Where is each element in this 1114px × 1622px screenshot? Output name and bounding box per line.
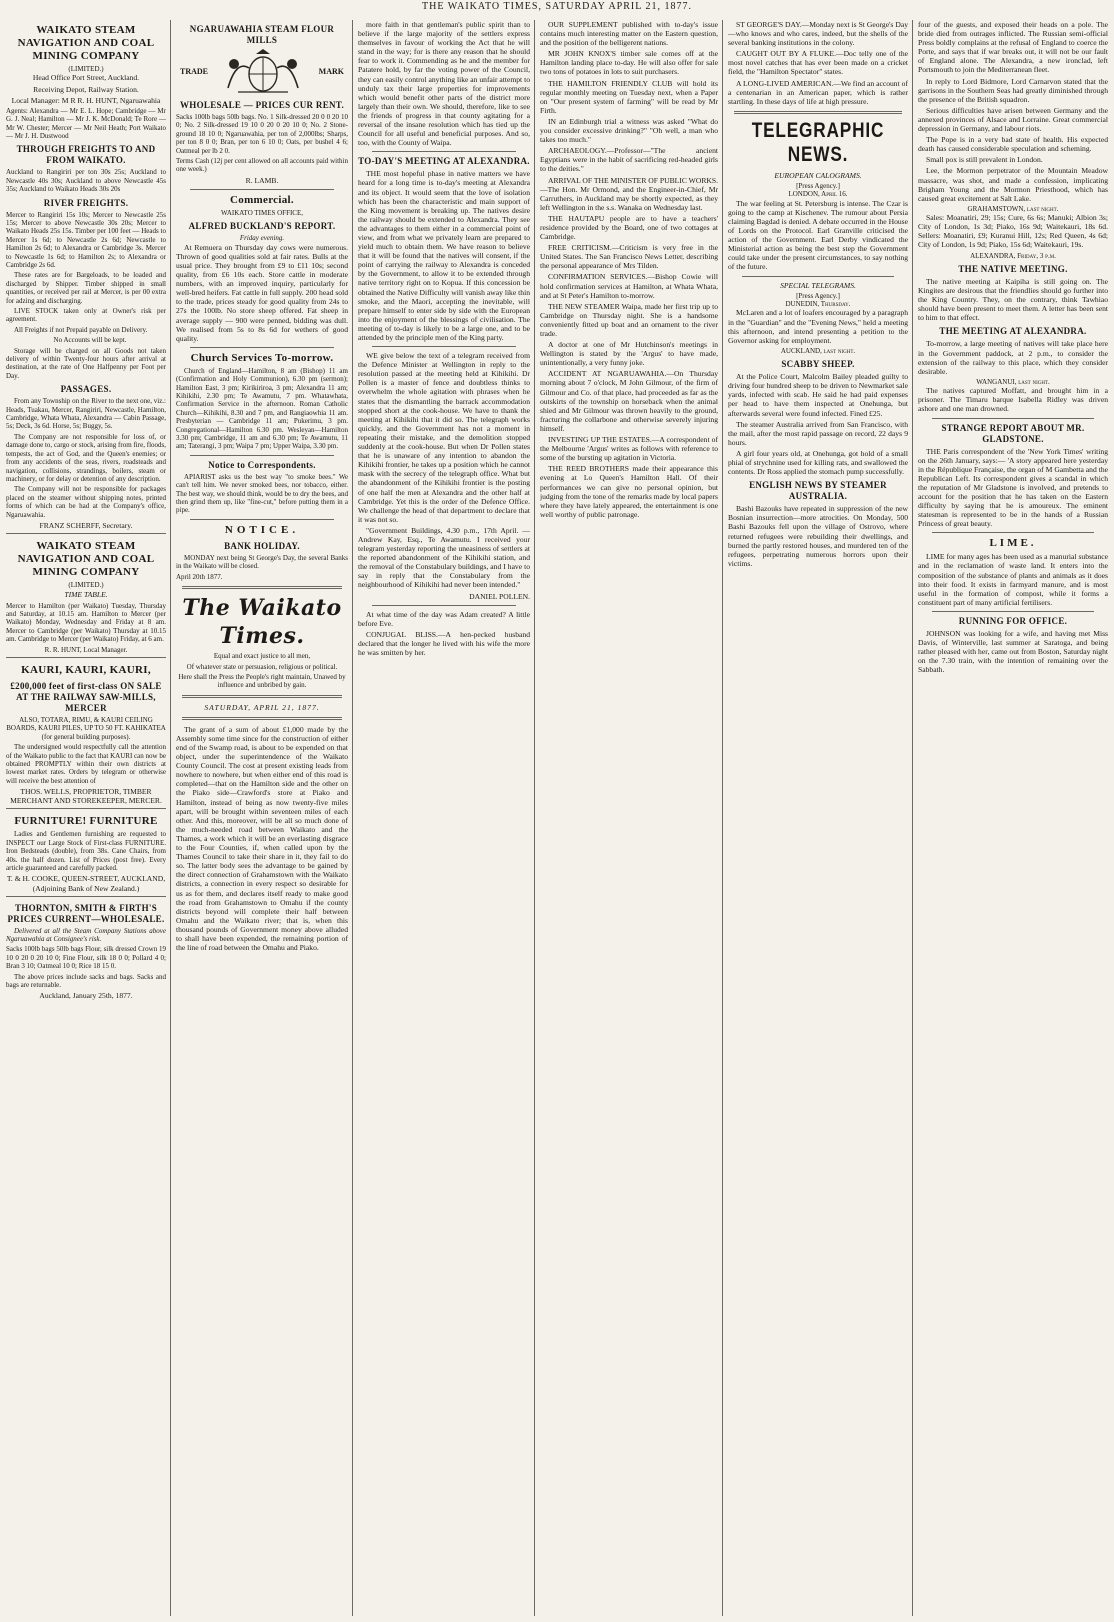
minister-arrival: ARRIVAL OF THE MINISTER OF PUBLIC WORKS.—The Hon. Mr Ormond, and the Engineer-in-Chief, Mr Carruthers, in Auckland may be shortly expected, as they left Wellington in the s.s. Wanaka on Wednesday last.	[540, 175, 718, 212]
notice-sub: BANK HOLIDAY.	[224, 540, 300, 551]
auckland-dateline: AUCKLAND, last night.	[780, 346, 856, 355]
steam-ad-limited: (LIMITED.)	[68, 65, 104, 73]
price-ad	[6, 896, 166, 1001]
smallpox-note: Small pox is still prevalent in London.	[926, 155, 1043, 165]
hautapu-note: THE HAUTAPU people are to have a teachers' residence provided by the Board, one of two cottages at Cambridge.	[540, 213, 718, 242]
native-meeting-title: THE NATIVE MEETING.	[958, 263, 1068, 274]
defence-article: WE give below the text of a telegram received from the Defence Minister at Wellington in reply to the resolution passed at the meeting held at Kihikihi. Dr Pollen is a master of fence and doubtless thinks to overwhelm the whole agitation with phrases when he states that the dismantling the barrack accommodation stopped short at the cook-house. We have to thank the meeting at Kihikihi that it did so. The telegraph works quickly, and the Government has not a moment in repeating their mistake, and the demolition stopped suddenly at the cook-house. But when Dr Pollen states that he is unaware of any intention to abandon the Kihikihi frontier, he takes up a position which he cannot mask with the secrecy of the telegraph office. What but the abandonment of the Kihikihi frontier is the posting of one half the men at Alexandra and the other half at Cambridge. Yet this is the order of the Defence Office. We challenge the head of that department to declare that it was not so.	[358, 351, 530, 524]
divider	[182, 717, 342, 720]
column-6	[918, 20, 1108, 1616]
london-dateline: LONDON, April 16.	[788, 190, 848, 199]
wanganui-text: The natives captured Moffatt, and brought him in a prisoner. The Timaru barque Isabella Ridley was driven ashore and one man drowned.	[918, 386, 1108, 414]
correspondents-title: Notice to Correspondents.	[208, 459, 316, 470]
kauri-also: ALSO, TOTARA, RIMU, & KAURI CEILING BOARDS, KAURI PILES, UP TO 50 FT. KAHIKATEA (for general building purposes).	[6, 715, 166, 741]
column-rule	[352, 20, 353, 1616]
hutchinson-meeting: A doctor at one of Mr Hutchinson's meetings in Wellington is stated by the 'Argus' to have made, unintentionally, a very funny joke.	[540, 340, 718, 368]
estates-note: INVESTING UP THE ESTATES.—A correspondent of the Melbourne 'Argus' writes as follows with reference to some of the bursting up agitation in Victoria.	[540, 435, 718, 463]
prepaid-text: All Freights if not Prepaid payable on Delivery.	[14, 325, 148, 334]
furniture-body: Ladies and Gentlemen furnishing are requested to INSPECT our Large Stock of First-class FURNITURE. Iron Bedsteads (double), from 38s. Cane Chairs, from 40s. the half dozen. List of Prices (post free). Every article guaranteed and carefully packed.	[6, 830, 166, 873]
steam-ad-title: WAIKATO STEAM NAVIGATION AND COAL MINING COMPANY	[17, 24, 155, 62]
motto-line-2: Of whatever state or persuasion, religious or political.	[186, 662, 338, 671]
telegram-sign: DANIEL POLLEN.	[469, 591, 530, 601]
terms-sign: R. LAMB.	[245, 175, 279, 185]
notice-title: NOTICE.	[224, 523, 300, 536]
kauri-sub: £200,000 feet of first-class ON SALE AT THE RAILWAY SAW-MILLS, MERCER	[10, 680, 162, 713]
new-steamer: THE NEW STEAMER Waipa, made her first trip up to Cambridge on Thursday night. She is a handsome conveniently fitted up boat and an ornament to the river trade.	[540, 301, 718, 338]
running-office-text: JOHNSON was looking for a wife, and having met Miss Davis, of Winterville, last summer at Saratoga, and being rather pleased with her, came out from Boston, Saturday night on the 7.30 train, with the intention of remaining over the Sabbath.	[918, 628, 1108, 675]
kauri-sign: THOS. WELLS, PROPRIETOR, TIMBER MERCHANT AND STOREKEEPER, MERCER.	[10, 787, 162, 806]
native-meeting-text: The native meeting at Kaipiha is still going on. The Kingites are desirous that the friendlies should go further into the King Country. They, on the contrary, think Tawhiao should have been present to meet them. A letter has been sent to him to that effect.	[918, 276, 1108, 323]
price-title: THORNTON, SMITH & FIRTH'S PRICES CURRENT—WHOLESALE.	[7, 902, 165, 924]
crest-icon	[218, 48, 308, 96]
wholesale-text: Sacks 100lb bags 50lb bags. No. 1 Silk-dressed 20 0 0 20 10 0; No. 2 Silk-dressed 19 10 0 20 0 20 10 0; No. 2 Stone-ground 18 10 0; Ngaruawahia, per ton of 2,000lbs; Sharps, per ton 8 0 0; Bran, per ton 6 10 0; Oats, per bushel 4 6; Oatmeal per lb 2 0.	[176, 113, 348, 155]
supplement-note: OUR SUPPLEMENT published with to-day's issue contains much interesting matter on the Eastern question, and the position of the belligerent nations.	[540, 20, 718, 48]
scabby-sheep-text: At the Police Court, Malcolm Bailey pleaded guilty to driving four hundred sheep to be driven to Newmarket sale yards, infected with scab. He said he had paid expenses per head to have them inspected at Onehunga, but afterwards several were found infected. Fined £25.	[728, 372, 908, 418]
lime-title: LIME.	[989, 537, 1037, 550]
freights-text: Auckland to Rangiriri per ton 30s 25s; Auckland to Newcastle 40s 30s; Auckland to above Newcastle 45s 35s; Auckland to Waikato Heads 30s 20s	[6, 168, 166, 194]
germany-note: Serious difficulties have arisen between Germany and the annexed provinces of Alsace and Lorraine. Great commercial depression in Germany, and labour riots.	[918, 105, 1108, 134]
confirmation-services: CONFIRMATION SERVICES.—Bishop Cowie will hold confirmation services at Hamilton, at Whata Whata, and at St Peter's Hamilton to-morrow.	[540, 272, 718, 300]
divider	[190, 455, 334, 456]
commercial-office: WAIKATO TIMES OFFICE,	[221, 208, 303, 217]
divider	[182, 695, 342, 698]
furniture-title: FURNITURE! FURNITURE	[14, 815, 158, 828]
timetable-limited: (LIMITED.)	[68, 581, 104, 590]
mills-title: NGARUAWAHIA STEAM FLOUR MILLS	[189, 24, 335, 45]
alexandra-meeting-text: To-morrow, a large meeting of natives will take place here in the Government paddock, at 2 p.m., to consider the extension of the railway to this place, which they consider desirable.	[918, 339, 1108, 376]
dateline: SATURDAY, APRIL 21, 1877.	[204, 702, 320, 712]
telegraphic-news-title: TELEGRAPHIC NEWS.	[751, 118, 885, 166]
storage-text: Storage will be charged on all Goods not taken delivery of within Twenty-four hours after arrival at destination, at the rate of One Halfpenny per Foot per Day.	[6, 346, 166, 380]
english-news-title: ENGLISH NEWS BY STEAMER AUSTRALIA.	[749, 480, 887, 502]
press-agency: [Press Agency.]	[796, 291, 840, 300]
special-telegrams: SPECIAL TELEGRAMS.	[780, 280, 856, 290]
notice-date: April 20th 1877.	[176, 572, 223, 581]
commercial-report: ALFRED BUCKLAND'S REPORT.	[188, 221, 336, 232]
services-body: Church of England—Hamilton, 8 am (Bishop) 11 am (Confirmation and Holy Communion), 6.30 pm (sermon); Hamilton East, 3 pm; Kirikiriroa, 3 pm; Alexandra 11 am; Kihikihi, 2.30 pm; Te Awamutu, 7 pm. Whatawhata, Confirmation Service in the afternoon. Roman Catholic Church—Kihikihi, 8.30 and 7 pm, and Rangiaowhia 11 am. Presbyterian — Cambridge 11 am; Pukerimu, 3 pm. Congregational—Hamilton 6.30 pm. Wesleyan—Hamilton 3.30 pm; Cambridge, 11 am and 6.30 pm; Te Awamutu, 11 am; Taterangi, 3 pm; Waipa 7 pm; Upper Waipa, 3.30 pm.	[176, 366, 348, 451]
divider	[372, 151, 516, 152]
column-rule	[534, 20, 535, 1616]
river-freights-title: RIVER FREIGHTS.	[43, 197, 129, 208]
column-rule	[722, 20, 723, 1616]
divider	[742, 276, 894, 277]
rates-text: These rates are for Bargeloads, to be loaded and discharged by Shipper. Timber shipped in small quantities, or received per rail at Mercer, is per 00 extra for adzing and discharging.	[6, 271, 166, 305]
divider	[932, 418, 1094, 419]
strange-report-title: STRANGE REPORT ABOUT MR. GLADSTONE.	[941, 422, 1085, 444]
steam-ad-manager: Local Manager: M R R. H. HUNT, Ngaruawahia	[11, 95, 161, 105]
column-2	[176, 20, 348, 1616]
secretary-sign: FRANZ SCHERFF, Secretary.	[39, 520, 133, 530]
divider	[190, 189, 334, 190]
masthead: THE WAIKATO TIMES, SATURDAY APRIL 21, 1877.	[422, 1, 692, 12]
telegram-text: "Government Buildings, 4.30 p.m., 17th April. — Andrew Kay, Esq., Te Awamutu. I received your telegram yesterday reporting the uneasiness of settlers at the reported abandonment of the Kihikihi station, and the removal of the Constabulary buildings, and I have to say in reply that the Constabulary from the neighbourhood of Kihikihi had never been intended."	[358, 525, 530, 590]
grahamstown-sales: Sales: Moanatiri, 29; 15s; Cure, 6s 6s; Manuki; Albion 3s; City of London, 1s 3d; Piako, 16s 9d; Waitekauri, 18s 6d. Sellers: Moanatiri, £9; Kuranui Hill, 12s; Red Queen, 4s 6d; City of London, 1s 9d; Piako, 15s 6d; Waitekauri, 19s.	[918, 213, 1108, 250]
wholesale-title: WHOLESALE — PRICES CUR RENT.	[179, 100, 344, 110]
running-office-title: RUNNING FOR OFFICE.	[958, 615, 1068, 626]
price-note: Delivered at all the Steam Company Stations above Ngaruawahia at Consignee's risk.	[6, 926, 166, 944]
leader-continued: more faith in that gentleman's public spirit than to believe if the large majority of the settlers express themselves in favour of working the Act that he will stand in the way; for is there any reason that he should fear to work it. Commending as he and the member for Pataterе hold, by far the voting power of the Council, they can easily control anything like an unfair attempt to unduly tax their large properties for improvements which would benefit other parts of the district more largely than their own. We should, therefore, like to see the friends of progress in that county agitating for a reversal of the insane resolution which has tied up the Council for all useful and beneficial purposes. And so, too, with the County of Waipa.	[358, 20, 530, 148]
dunedin-dateline: DUNEDIN, Thursday.	[785, 300, 851, 308]
scabby-sheep-title: SCABBY SHEEP.	[781, 359, 855, 370]
motto-line-3: Here shall the Press the People's right maintain, Unawed by influence and unbribed by gain.	[178, 672, 346, 690]
furniture-ad	[6, 808, 166, 892]
services-title: Church Services To-morrow.	[190, 351, 334, 364]
wanganui-dateline: WANGANUI, last night.	[976, 377, 1050, 386]
edinburgh-trial: IN an Edinburgh trial a witness was asked "What do you consider excessive drinking?" "Oh well, a man who takes too much."	[540, 116, 718, 145]
paper-name: The Waikato Times.	[182, 595, 342, 650]
dunedin-news: McLaren and a lot of loafers encouraged by a paragraph in the "Guardian" and the "Evening News," held a meeting this afternoon, and intend presenting a petition to the Governor asking for employment.	[728, 308, 908, 345]
column-4	[540, 20, 718, 1616]
divider	[372, 605, 516, 606]
alexandra-meeting-title: THE MEETING AT ALEXANDRA.	[939, 326, 1087, 337]
freights-title: THROUGH FREIGHTS TO AND FROM WAIKATO.	[16, 144, 156, 166]
st-george-day: ST GEORGE'S DAY.—Monday next is St George's Day—who knows and who cares, indeed, but the shells of the several banking institutions in the colony.	[728, 20, 908, 48]
lime-text: LIME for many ages has been used as a manurial substance and in the reclamation of waste land. It enters into the composition of the substance of plants and animals as it does into their food. It exists in farmyard manure, and is most useful in the formation of compost, while it forms a constituent part of many artificial fertilisers.	[918, 552, 1108, 607]
steam-ad-receiving: Receiving Depot, Railway Station.	[33, 84, 139, 94]
timetable-body: Mercer to Hamilton (per Waikato) Tuesday, Thursday and Saturday, at 10.15 am. Hamilton to Mercer (per Waikato) Monday, Wednesday and Friday at 8 am. Mercer to Cambridge (per Waikato) Thursday at 10.15 am. Cambridge to Mercer (per Waikato) Friday, at 6 am.	[6, 601, 166, 644]
pope-note: The Pope is in a very bad state of health. His expected death has caused considerable speculation and scheming.	[918, 135, 1108, 154]
column-5	[728, 20, 908, 1616]
long-lived-american: A LONG-LIVED AMERICAN.—We find an account of a centenarian in an American paper, which is rather startling. In these days of life at high pressure.	[728, 78, 908, 106]
notice-body: MONDAY next being St George's Day, the several Banks in the Waikato will be closed.	[176, 553, 348, 571]
commercial-body: At Remuera on Thursday day cows were numerous. Thrown of good qualities sold at fair rates. Bulls at the usual price. They brought from £9 to £11 10s; second quality, from £6 10s each. Store cattle in moderate numbers, with an improved inquiry, particularly for well-bred heifers. Fat cattle in full supply. 200 head sold to the trade, prices steady for good quality from 24s to 27s the 100lb. No store sheep offered. Fat sheep in average supply — 900 were penned, bidding was dull. We realised from 5s to 8s 6d for wethers of good quality.	[176, 242, 348, 343]
commercial-title: Commercial.	[230, 193, 294, 206]
column-rule	[170, 20, 171, 1616]
price-sign: Auckland, January 25th, 1877.	[39, 991, 133, 1001]
motto-line-1: Equal and exact justice to all men,	[213, 652, 311, 661]
livestock-text: LIVE STOCK taken only at Owner's risk per agreement.	[6, 307, 166, 324]
carnarvon-note: In reply to Lord Bidmore, Lord Carnarvon stated that the garrisons in the Southern Seas had greatly diminished through the presence of the British squadron.	[918, 76, 1108, 104]
price-footer: The above prices include sacks and bags. Sacks and bags are returnable.	[6, 972, 166, 990]
timetable-sign: R. R. HUNT, Local Manager.	[44, 645, 128, 654]
friendly-club: THE HAMILTON FRIENDLY CLUB will hold its regular monthly meeting on Tuesday next, when a Paper on "Our present system of farming" will be read by Mr Firth.	[540, 78, 718, 115]
grahamstown-dateline: GRAHAMSTOWN, last night.	[967, 204, 1059, 213]
price-body: Sacks 100lb bags 50lb bags Flour, silk dressed Crown 19 10 0 20 0 20 10 0; Fine Flour, silk 18 0 0; Pollard 4 0; Bran 3 10; Oatmeal 10 0; Rice 18 15 0.	[6, 945, 166, 971]
trade-label: TRADE	[180, 67, 209, 77]
passages-text: From any Township on the River to the next one, viz.: Heads, Tuakau, Mercer, Rangiriri, Newcastle, Hamilton, Cambridge, Whata Whata, Alexandra — Cabin Passage, 5s; Deck, 3s 6d. Horse, 5s; Buggy, 5s.	[6, 397, 166, 431]
divider	[932, 611, 1094, 612]
archaeology-note: ARCHAEOLOGY.—Professor—"The ancient Egyptians were in the habit of sacrificing red-headed girls to the deities."	[540, 146, 718, 174]
steamer-australia: The steamer Australia arrived from San Francisco, with the mail, after the most rapid passage on record, 22 days 9 hours.	[728, 419, 908, 447]
free-criticism: FREE CRITICISM.—Criticism is very free in the United States. The San Francisco News Letter, describing the personal appearance of Mrs Tilden.	[540, 243, 718, 271]
terms-text: Terms Cash (12j per cent allowed on all accounts paid within one week.)	[176, 157, 348, 174]
conjugal-bliss: CONJUGAL BLISS.—A hen-pecked husband declared that the longer he lived with his wife the more he was smitten by her.	[358, 629, 530, 657]
timetable-ad	[6, 533, 166, 654]
timetable-ad-title: WAIKATO STEAM NAVIGATION AND COAL MINING COMPANY	[17, 540, 155, 579]
steam-ad-agents: Agents: Alexandra — Mr E. L. Hope; Cambridge — Mr G. J. Neal; Hamilton — Mr J. K. McDonald; Te Rore — Mr W. Chester; Mercer — Mr Neil Heath; Port Waikato — Mr J. H. Dustwood	[6, 106, 166, 140]
european-calograms: EUROPEAN CALOGRAMS.	[774, 170, 862, 180]
liability-text: The Company are not responsible for loss of, or damage done to, cargo or stock, arising from fire, floods, tempests, the act of God, and the Queen's enemies; or from any accidents of the seas, rivers, roadsteads and navigation, collisions, strandings, boilers, steam or machinery, or for delay or detention of any description.	[6, 432, 166, 483]
mark-label: MARK	[318, 67, 344, 77]
english-news-continued: four of the guests, and exposed their heads on a pole. The bride died from outrages inflicted. The Russian semi-official Press boldly complains at the refusal of England to coerce the Porte, and says that if war breaks out, it will not be our fault of England alone. The Alexandra, a new ironclad, left Portsmouth to join the Mediterranean fleet.	[918, 20, 1108, 75]
kauri-body: The undersigned would respectfully call the attention of the Waikato public to the fact that KAURI can now be obtained PROMPTLY within their own districts at lowest market rates. Orders by telegram or otherwise will receive the best attention of	[6, 743, 166, 785]
divider	[182, 586, 342, 589]
strange-report-text: THE Paris correspondent of the 'New York Times' writing on the 26th January, says:— 'A story appeared here yesterday in the République Française, the organ of M Gambetta and the Republican Left. Its correspondent gives a scandal in which the reputation of Mr Gladstone is involved, and pretends to account for the position that he has taken on the Eastern difficulty by saying that he is amoureux. The eminent statesman is represented to be in the hands of a Russian Princess of great beauty.	[918, 446, 1108, 529]
parcels-text: The Company will not be responsible for packages placed on the steamer without shipping notes, printed forms of which can be had at the Company's office, Ngaruawahia.	[6, 485, 166, 519]
reed-brothers: THE REED BROTHERS made their appearance this evening at Lo Queen's Hamilton Hall. Of their performances we can give no personal opinion, but judging from the tone of the remarks made by local papers where they have lately appeared, the entertainment is one well worthy of public patronage.	[540, 464, 718, 519]
trade-mark-row	[180, 48, 344, 96]
divider	[734, 111, 902, 114]
kauri-title: KAURI, KAURI, KAURI,	[21, 663, 151, 676]
timetable-heading: TIME TABLE.	[64, 590, 108, 600]
caught-out: CAUGHT OUT BY A FLUKE.—Doc telly one of the most novel catches that has ever been made on a cricket field, the "Hamilton Spectator" states.	[728, 49, 908, 77]
column-rule	[912, 20, 913, 1616]
commercial-day: Friday evening.	[239, 234, 285, 243]
divider	[190, 347, 334, 348]
steam-ad-office: Head Office Port Street, Auckland.	[32, 73, 140, 83]
alexandra-dateline: ALEXANDRA, Friday, 3 p.m.	[970, 251, 1056, 260]
divider	[372, 346, 516, 347]
english-news-text: Bashi Bazouks have repeated in suppression of the new Bosnian insurrection—more atrocities. On Monday, 500 Bashi Bazouks fell upon the village of Ostrovo, where returned refugees were rebuilding their dwellings, and burned the partly restored houses, and murdered ten of the refugees, perpetrating numerous horrors upon their victims.	[728, 504, 908, 568]
furniture-sign: T. & H. COOKE, QUEEN-STREET, AUCKLAND, (Adjoining Bank of New Zealand.)	[6, 874, 166, 893]
meeting-body: THE most hopeful phase in native matters we have heard for a long time is to-day's meeting at Alexandra and its object. It would seem that the love of isolation which has been the characteristic and main support of the King movement is breaking up. The natives desire the railway should be extended to Alexandra. They see the advantages to them either in a commercial point of view, and from what we privately learn are prepared to yield much to obtain them. We have reason to believe that it will be found that the natives will consent, if the point of carrying the railway to Alexandra is conceded by the Government, to allow it to be extended through native territory right on to Kopua. If this concession be obtained the Native Difficulty will vanish away like thin smoke, and the Maori, accepting the inevitable, will prepare himself to enter side by side with the European into the enjoyment of the blessings of civilisation. The meeting of to-day is likely to be a large one, and to be attended by the principle men of the King party.	[358, 169, 530, 342]
knox-sale: MR JOHN KNOX'S timber sale comes off at the Hamilton landing place to-day. He will also offer for sale two tons of potatoes in lots to suit purchasers.	[540, 49, 718, 77]
onehunga-girl: A girl four years old, at Onehunga, got hold of a small phial of strychnine used for killing rats, and swallowed the contents. Dr Ross applied the stomach pump successfully.	[728, 448, 908, 477]
accounts-text: No Accounts will be kept.	[53, 336, 127, 345]
lee-note: Lee, the Mormon perpetrator of the Mountain Meadow massacre, was shot, and made a confession, implicating Brigham Young and the Mormon Priesthood, which has caused great excitement at Salt Lake.	[918, 166, 1108, 203]
column-3	[358, 20, 530, 1616]
correspondents-body: APIARIST asks us the best way "to smoke bees." We can't tell him. We never smoked bees, nor tobacco, either. The best way, we should think, would be to dry the bees, and then grind them up, like "fine-cut," before putting them in a pipe.	[176, 472, 348, 515]
river-freights-text: Mercer to Rangiriri 15s 10s; Mercer to Newcastle 25s 15s; Mercer to above Newcastle 30s 20s; Mercer to Waikato Heads 25s 15s. Timber per 100 feet — Heads to Mercer 1s 6d; to Newcastle 2s 6d; Newcastle to Hamilton 2s 6d; to Alexandra or Cambridge 3s. Mercer to Newcastle 1s 6d; to Hamilton 2s; to Alexandra or Cambridge 2s 6d.	[6, 210, 166, 269]
column-1	[6, 20, 166, 1616]
adam-joke: At what time of the day was Adam created? A little before Eve.	[358, 609, 530, 628]
press-agency: [Press Agency.]	[796, 181, 840, 190]
kauri-ad	[6, 657, 166, 805]
london-news: The war feeling at St. Petersburg is intense. The Czar is going to the camp at Kischenev. The rumour about Persia claiming Bagdad is denied. A debate occurred in the House of Lords on the Protocol. Earl Granville criticised the action of the Government. Earl Derby vindicated the Ministerial action as being the best step the Government could take under the present circumstances, to say nothing of the future.	[728, 198, 908, 272]
accident-report: ACCIDENT AT NGARUAWAHIA.—On Thursday morning about 7 o'clock, M John Gilmour, of the firm of Gilmour and Co. of that place, had proceeded as far as the outskirts of the township on horseback when the animal shied and Mr Gilmour was thrown heavily to the ground, fracturing the collarbone and otherwise severely injuring himself.	[540, 369, 718, 433]
divider	[932, 532, 1094, 533]
meeting-title: TO-DAY'S MEETING AT ALEXANDRA.	[358, 156, 530, 167]
passages-title: PASSAGES.	[60, 384, 112, 395]
divider	[190, 519, 334, 520]
leader-article: The grant of a sum of about £1,000 made by the Assembly some time since for the construction of either end of the Swamp road, is about to be expended on that object, under the superintendence of the Waikato County Council. The cost at present existing leads from nowhere to nowhere, but when either end of this road is completed—that on the Hamilton side and the other on the Piako side—Crawford's store at Piako and Hamilton, instead of being as now twenty-five miles apart, will be brought within seventeen miles of each other. And this, moreover, will be all so much done of the much-needed road between Waikato and the Thames, a work which it will be an everlasting disgrace to the Four Counties, if, when called upon by the Thames Council to take their share in it, they fail to do so. The latter body sees the advantage to be gained by the direct connection of Grahamstown with the Waikato districts, a connection in every respect so desirable for us as for them, and declares itself ready to make good the road from Grahamstown to Omahu if the county districts beyond will complete their half between Omahu and the Waikato river; that is, when this thousand pounds of Government money above alluded to shall have been expended, the remaining portion of the line of road between the Omahu and Piako.	[176, 724, 348, 953]
